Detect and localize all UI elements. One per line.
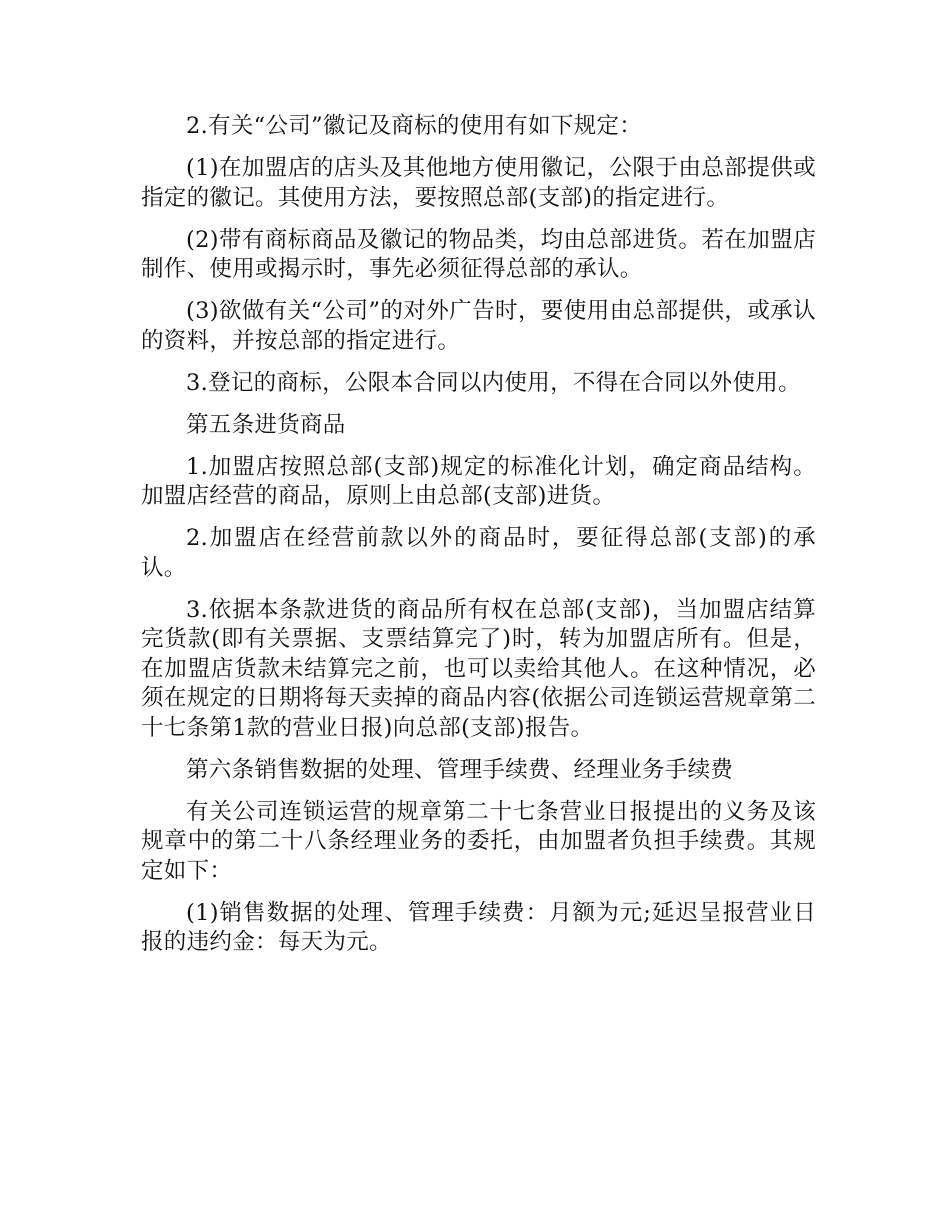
document-body [141, 112, 816, 970]
article-5-heading: 第五条进货商品 [186, 411, 346, 438]
paragraph-purchase-2: 2.加盟店在经营前款以外的商品时，要征得总部(支部)的承认。 [141, 525, 816, 581]
paragraph-purchase-1: 1.加盟店按照总部(支部)规定的标准化计划，确定商品结构。加盟店经营的商品，原则上由总部(支部)进货。 [141, 453, 816, 509]
article-6-heading: 第六条销售数据的处理、管理手续费、经理业务手续费 [186, 756, 734, 783]
paragraph-emblem-usage-3: (3)欲做有关“公司”的对外广告时，要使用由总部提供，或承认的资料，并按总部的指定进行。 [141, 298, 816, 354]
paragraph-emblem-usage-1: (1)在加盟店的店头及其他地方使用徽记，公限于由总部提供或指定的徽记。其使用方法，要按照总部(支部)的指定进行。 [141, 155, 816, 211]
paragraph-purchase-3: 3.依据本条款进货的商品所有权在总部(支部)，当加盟店结算完货款(即有关票据、支票结算完了)时，转为加盟店所有。但是，在加盟店货款未结算完之前，也可以卖给其他人。在这种情况，必须在规定的日期将每天卖掉的商品内容(依据公司连锁运营规章第二十七条第1款的营业日报)向总部(支部)报告。 [141, 596, 816, 741]
paragraph-trademark-scope: 3.登记的商标，公限本合同以内使用，不得在合同以外使用。 [186, 369, 801, 396]
paragraph-emblem-trademark-rules: 2.有关“公司”徽记及商标的使用有如下规定： [186, 113, 643, 139]
paragraph-emblem-usage-2: (2)带有商标商品及徽记的物品类，均由总部进货。若在加盟店制作、使用或揭示时，事先必须征得总部的承认。 [141, 226, 816, 282]
paragraph-fees-1: (1)销售数据的处理、管理手续费：月额为元;延迟呈报营业日报的违约金：每天为元。 [141, 899, 816, 955]
paragraph-fees-intro: 有关公司连锁运营的规章第二十七条营业日报提出的义务及该规章中的第二十八条经理业务的委托，由加盟者负担手续费。其规定如下： [141, 798, 816, 884]
